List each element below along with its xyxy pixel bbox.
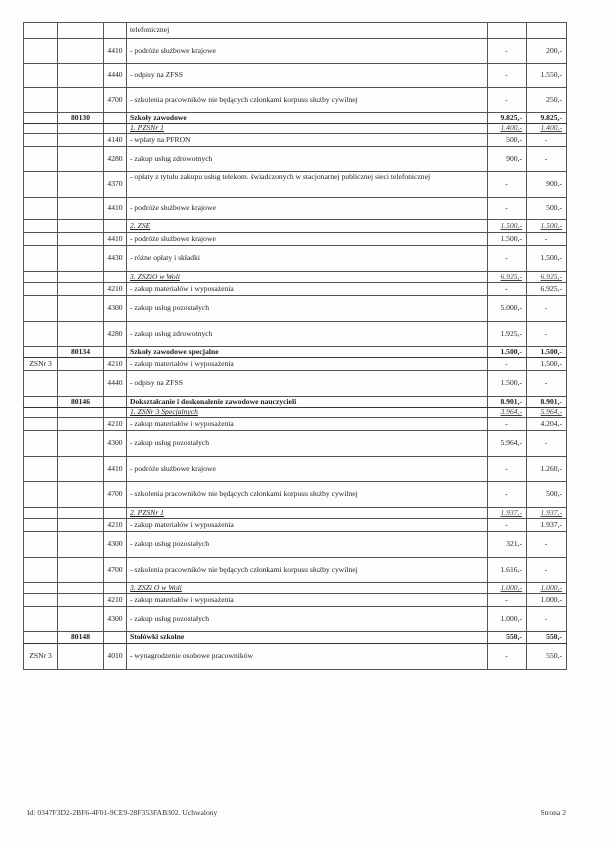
description-cell: Stołówki szkolne	[127, 632, 488, 644]
unit-cell	[24, 347, 58, 358]
table-row	[24, 519, 567, 532]
increase-amount-cell: 4.204,-	[527, 418, 567, 431]
paragraph-code-cell: 4010	[104, 644, 127, 670]
paragraph-code-cell: 4700	[104, 88, 127, 113]
increase-amount-cell: 900,-	[527, 172, 567, 198]
table-row	[24, 644, 567, 670]
decrease-amount-cell: 1.500,-	[488, 220, 527, 233]
table-row	[24, 134, 567, 147]
paragraph-code-cell: 4210	[104, 358, 127, 371]
description-cell: Dokształcanie i doskonalenie zawodowe nauczycieli	[127, 397, 488, 408]
description-cell: - podróże służbowe krajowe	[127, 233, 488, 246]
description-cell: - podróże służbowe krajowe	[127, 457, 488, 482]
paragraph-code-cell	[104, 220, 127, 233]
increase-amount-cell: -	[527, 134, 567, 147]
unit-cell	[24, 632, 58, 644]
increase-amount-cell: -	[527, 296, 567, 322]
increase-amount-cell: 500,-	[527, 482, 567, 508]
increase-amount-cell: 5.964,-	[527, 408, 567, 418]
description-cell: - wynagrodzenie osobowe pracowników	[127, 644, 488, 670]
subsection-row	[24, 272, 567, 283]
decrease-amount-cell: -	[488, 457, 527, 482]
description-cell: Szkoły zawodowe specjalne	[127, 347, 488, 358]
paragraph-code-cell	[104, 347, 127, 358]
section-code-cell	[58, 272, 104, 283]
table-row	[24, 296, 567, 322]
description-cell: - różne opłaty i składki	[127, 246, 488, 272]
unit-cell	[24, 322, 58, 347]
increase-amount-cell: -	[527, 558, 567, 583]
section-code-cell	[58, 39, 104, 64]
unit-cell	[24, 583, 58, 594]
increase-amount-cell: 1.000,-	[527, 583, 567, 594]
paragraph-code-cell	[104, 23, 127, 39]
paragraph-code-cell	[104, 583, 127, 594]
increase-amount-cell: 1.550,-	[527, 64, 567, 88]
increase-amount-cell: 1.500,-	[527, 347, 567, 358]
increase-amount-cell: -	[527, 371, 567, 397]
description-cell: - szkolenia pracowników nie będących członkami korpusu służby cywilnej	[127, 482, 488, 508]
unit-cell	[24, 113, 58, 124]
decrease-amount-cell: 1.500,-	[488, 371, 527, 397]
paragraph-code-cell: 4440	[104, 64, 127, 88]
paragraph-code-cell	[104, 632, 127, 644]
unit-cell	[24, 272, 58, 283]
subsection-row	[24, 408, 567, 418]
increase-amount-cell: 6.925,-	[527, 272, 567, 283]
section-code-cell	[58, 296, 104, 322]
increase-amount-cell: -	[527, 233, 567, 246]
unit-cell	[24, 23, 58, 39]
paragraph-code-cell: 4410	[104, 39, 127, 64]
section-code-cell	[58, 418, 104, 431]
section-code-cell	[58, 558, 104, 583]
paragraph-code-cell: 4440	[104, 371, 127, 397]
paragraph-code-cell: 4700	[104, 482, 127, 508]
unit-cell	[24, 147, 58, 172]
table-row	[24, 64, 567, 88]
decrease-amount-cell: 3.964,-	[488, 408, 527, 418]
section-code-cell	[58, 508, 104, 519]
description-cell: - zakup materiałów i wyposażenia	[127, 418, 488, 431]
section-row	[24, 632, 567, 644]
description-cell: - zakup materiałów i wyposażenia	[127, 594, 488, 607]
paragraph-code-cell	[104, 408, 127, 418]
section-code-cell	[58, 246, 104, 272]
decrease-amount-cell: -	[488, 64, 527, 88]
table-row	[24, 358, 567, 371]
description-cell: - podróże służbowe krajowe	[127, 39, 488, 64]
unit-cell	[24, 88, 58, 113]
decrease-amount-cell: 8.901,-	[488, 397, 527, 408]
unit-cell	[24, 39, 58, 64]
table-row	[24, 594, 567, 607]
paragraph-code-cell: 4210	[104, 283, 127, 296]
decrease-amount-cell: 1.616,-	[488, 558, 527, 583]
paragraph-code-cell	[104, 124, 127, 134]
table-row	[24, 147, 567, 172]
table-row	[24, 283, 567, 296]
description-cell: - zakup materiałów i wyposażenia	[127, 283, 488, 296]
section-code-cell	[58, 220, 104, 233]
paragraph-code-cell: 4370	[104, 172, 127, 198]
table-row	[24, 418, 567, 431]
section-code-cell	[58, 594, 104, 607]
decrease-amount-cell: 1.925,-	[488, 322, 527, 347]
section-code-cell	[58, 198, 104, 220]
table-row	[24, 558, 567, 583]
section-code-cell	[58, 371, 104, 397]
unit-cell	[24, 408, 58, 418]
description-cell: 3. ZSZiO w Woli	[127, 272, 488, 283]
section-code-cell: 80134	[58, 347, 104, 358]
increase-amount-cell: 1.260,-	[527, 457, 567, 482]
decrease-amount-cell: 550,-	[488, 632, 527, 644]
unit-cell	[24, 558, 58, 583]
increase-amount-cell: 1.500,-	[527, 246, 567, 272]
section-code-cell	[58, 172, 104, 198]
decrease-amount-cell: 1.937,-	[488, 508, 527, 519]
increase-amount-cell: 9.825,-	[527, 113, 567, 124]
unit-cell	[24, 233, 58, 246]
table-row	[24, 246, 567, 272]
section-row	[24, 113, 567, 124]
section-code-cell	[58, 88, 104, 113]
decrease-amount-cell: -	[488, 644, 527, 670]
decrease-amount-cell: 6.925,-	[488, 272, 527, 283]
unit-cell	[24, 397, 58, 408]
decrease-amount-cell: 500,-	[488, 134, 527, 147]
increase-amount-cell: 200,-	[527, 39, 567, 64]
decrease-amount-cell: 1.000,-	[488, 607, 527, 632]
paragraph-code-cell: 4210	[104, 519, 127, 532]
description-cell: - zakup usług zdrowotnych	[127, 322, 488, 347]
table-row	[24, 172, 567, 198]
subsection-row	[24, 220, 567, 233]
unit-cell	[24, 296, 58, 322]
description-cell: - zakup materiałów i wyposażenia	[127, 519, 488, 532]
paragraph-code-cell: 4210	[104, 418, 127, 431]
budget-table	[23, 22, 567, 670]
increase-amount-cell: 500,-	[527, 198, 567, 220]
paragraph-code-cell: 4410	[104, 233, 127, 246]
description-cell: - podróże służbowe krajowe	[127, 198, 488, 220]
description-cell: - zakup usług pozostałych	[127, 607, 488, 632]
decrease-amount-cell: 1.400,-	[488, 124, 527, 134]
unit-cell	[24, 532, 58, 558]
description-cell: 1. ZSNr 3 Specjalnych	[127, 408, 488, 418]
decrease-amount-cell: -	[488, 482, 527, 508]
increase-amount-cell: 6.925,-	[527, 283, 567, 296]
unit-cell	[24, 519, 58, 532]
section-row	[24, 347, 567, 358]
table-row	[24, 233, 567, 246]
section-code-cell	[58, 124, 104, 134]
increase-amount-cell: -	[527, 147, 567, 172]
increase-amount-cell: 1.937,-	[527, 508, 567, 519]
paragraph-code-cell: 4300	[104, 607, 127, 632]
unit-cell	[24, 431, 58, 457]
description-cell: 3. ZSZi O w Woli	[127, 583, 488, 594]
paragraph-code-cell: 4410	[104, 198, 127, 220]
decrease-amount-cell: -	[488, 172, 527, 198]
description-cell: 1. PZSNr 1	[127, 124, 488, 134]
increase-amount-cell: 250,-	[527, 88, 567, 113]
table-row	[24, 532, 567, 558]
section-code-cell	[58, 322, 104, 347]
section-code-cell	[58, 482, 104, 508]
increase-amount-cell: -	[527, 532, 567, 558]
decrease-amount-cell: 9.825,-	[488, 113, 527, 124]
paragraph-code-cell: 4300	[104, 532, 127, 558]
decrease-amount-cell: -	[488, 594, 527, 607]
increase-amount-cell: 550,-	[527, 632, 567, 644]
paragraph-code-cell	[104, 397, 127, 408]
section-code-cell	[58, 64, 104, 88]
section-code-cell: 80148	[58, 632, 104, 644]
description-cell: - szkolenia pracowników nie będących członkami korpusu służby cywilnej	[127, 88, 488, 113]
unit-cell: ZSNr 3	[24, 644, 58, 670]
decrease-amount-cell: -	[488, 39, 527, 64]
section-code-cell	[58, 457, 104, 482]
table-row	[24, 88, 567, 113]
decrease-amount-cell: 1.500,-	[488, 347, 527, 358]
decrease-amount-cell: 321,-	[488, 532, 527, 558]
increase-amount-cell: 1.000,-	[527, 594, 567, 607]
decrease-amount-cell: -	[488, 519, 527, 532]
decrease-amount-cell: 5.000,-	[488, 296, 527, 322]
description-cell: - zakup usług pozostałych	[127, 296, 488, 322]
description-cell: - zakup usług pozostałych	[127, 431, 488, 457]
increase-amount-cell	[527, 23, 567, 39]
subsection-row	[24, 124, 567, 134]
unit-cell	[24, 418, 58, 431]
unit-cell	[24, 283, 58, 296]
decrease-amount-cell: 1.000,-	[488, 583, 527, 594]
section-code-cell	[58, 519, 104, 532]
section-row	[24, 397, 567, 408]
description-cell: - opłaty z tytułu zakupu usług telekom. świadczonych w stacjonarnej publicznej sieci telefonicznej	[127, 172, 488, 198]
section-code-cell: 80146	[58, 397, 104, 408]
description-cell: - szkolenia pracowników nie będących członkami korpusu służby cywilnej	[127, 558, 488, 583]
description-cell: - odpisy na ZFSS	[127, 64, 488, 88]
document-id: Id: 0347F3D2-2BF6-4F01-9CE9-28F353FAB302. Uchwalony	[27, 808, 218, 817]
unit-cell	[24, 607, 58, 632]
paragraph-code-cell: 4300	[104, 296, 127, 322]
section-code-cell	[58, 431, 104, 457]
increase-amount-cell: 1.937,-	[527, 519, 567, 532]
section-code-cell	[58, 358, 104, 371]
decrease-amount-cell: -	[488, 358, 527, 371]
table-row	[24, 457, 567, 482]
description-cell: telefonicznej	[127, 23, 488, 39]
section-code-cell	[58, 607, 104, 632]
paragraph-code-cell	[104, 113, 127, 124]
decrease-amount-cell: -	[488, 88, 527, 113]
paragraph-code-cell: 4280	[104, 147, 127, 172]
description-cell: - zakup usług zdrowotnych	[127, 147, 488, 172]
paragraph-code-cell: 4300	[104, 431, 127, 457]
unit-cell	[24, 220, 58, 233]
decrease-amount-cell: 5.964,-	[488, 431, 527, 457]
description-cell: 2. ZSE	[127, 220, 488, 233]
unit-cell	[24, 371, 58, 397]
section-code-cell	[58, 583, 104, 594]
paragraph-code-cell: 4280	[104, 322, 127, 347]
unit-cell: ZSNr 3	[24, 358, 58, 371]
table-row	[24, 39, 567, 64]
table-row	[24, 198, 567, 220]
section-code-cell	[58, 644, 104, 670]
unit-cell	[24, 594, 58, 607]
increase-amount-cell: 1.500,-	[527, 358, 567, 371]
description-cell: Szkoły zawodowe	[127, 113, 488, 124]
increase-amount-cell: -	[527, 607, 567, 632]
table-row	[24, 322, 567, 347]
increase-amount-cell: -	[527, 322, 567, 347]
description-cell: 2. PZSNr 1	[127, 508, 488, 519]
section-code-cell	[58, 134, 104, 147]
description-cell: - wpłaty na PFRON	[127, 134, 488, 147]
paragraph-code-cell: 4140	[104, 134, 127, 147]
decrease-amount-cell: -	[488, 418, 527, 431]
description-cell: - zakup usług pozostałych	[127, 532, 488, 558]
table-row	[24, 371, 567, 397]
paragraph-code-cell: 4700	[104, 558, 127, 583]
table-row	[24, 23, 567, 39]
table-row	[24, 431, 567, 457]
increase-amount-cell: -	[527, 431, 567, 457]
increase-amount-cell: 1.500,-	[527, 220, 567, 233]
decrease-amount-cell: -	[488, 198, 527, 220]
unit-cell	[24, 64, 58, 88]
section-code-cell	[58, 233, 104, 246]
section-code-cell	[58, 283, 104, 296]
subsection-row	[24, 508, 567, 519]
unit-cell	[24, 457, 58, 482]
table-row	[24, 482, 567, 508]
section-code-cell	[58, 23, 104, 39]
decrease-amount-cell	[488, 23, 527, 39]
decrease-amount-cell: 1.500,-	[488, 233, 527, 246]
increase-amount-cell: 8.901,-	[527, 397, 567, 408]
paragraph-code-cell	[104, 508, 127, 519]
paragraph-code-cell	[104, 272, 127, 283]
increase-amount-cell: 550,-	[527, 644, 567, 670]
unit-cell	[24, 246, 58, 272]
paragraph-code-cell: 4410	[104, 457, 127, 482]
page-number: Strona 2	[540, 808, 566, 817]
unit-cell	[24, 124, 58, 134]
unit-cell	[24, 482, 58, 508]
description-cell: - odpisy na ZFSS	[127, 371, 488, 397]
unit-cell	[24, 508, 58, 519]
subsection-row	[24, 583, 567, 594]
unit-cell	[24, 134, 58, 147]
increase-amount-cell: 1.400,-	[527, 124, 567, 134]
section-code-cell: 80130	[58, 113, 104, 124]
paragraph-code-cell: 4210	[104, 594, 127, 607]
section-code-cell	[58, 532, 104, 558]
section-code-cell	[58, 408, 104, 418]
section-code-cell	[58, 147, 104, 172]
decrease-amount-cell: 900,-	[488, 147, 527, 172]
table-row	[24, 607, 567, 632]
paragraph-code-cell: 4430	[104, 246, 127, 272]
decrease-amount-cell: -	[488, 283, 527, 296]
decrease-amount-cell: -	[488, 246, 527, 272]
unit-cell	[24, 198, 58, 220]
description-cell: - zakup materiałów i wyposażenia	[127, 358, 488, 371]
unit-cell	[24, 172, 58, 198]
